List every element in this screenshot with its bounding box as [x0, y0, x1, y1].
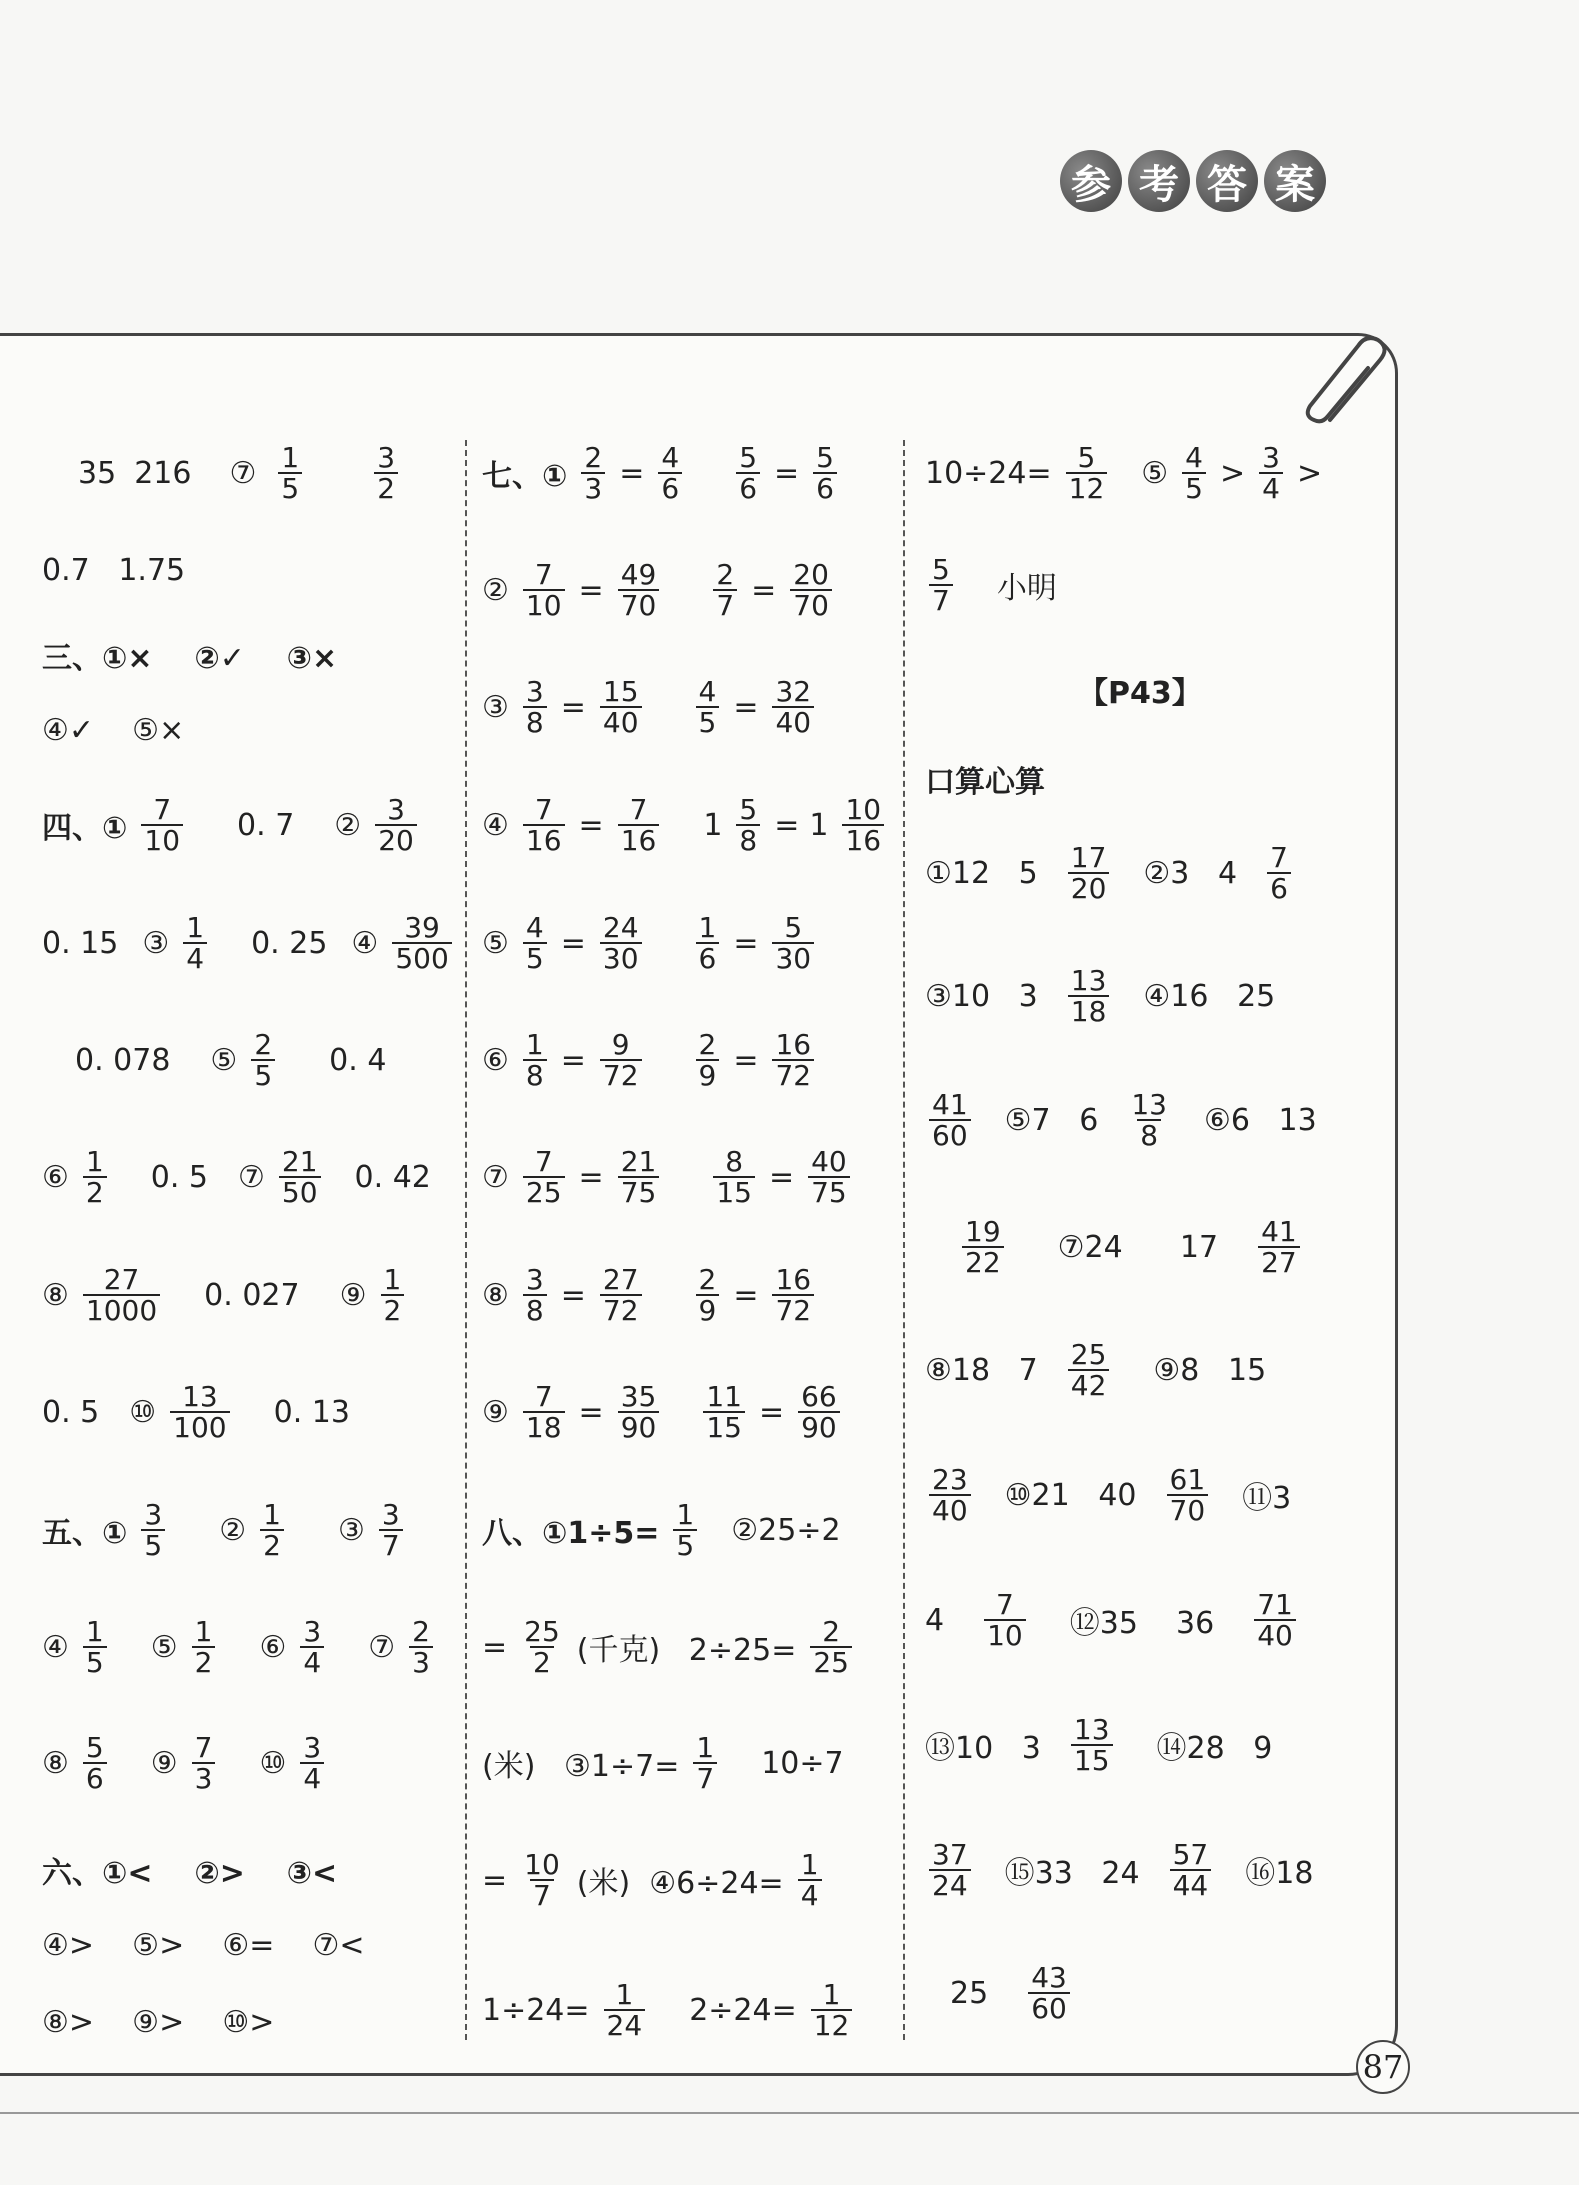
- equals-sign: =: [733, 925, 759, 961]
- equation-text: (米) ③1÷7=: [482, 1749, 680, 1785]
- fraction: $\frac{3}{2}$: [374, 443, 398, 504]
- fraction: $\frac{3}{4}$: [300, 1617, 324, 1678]
- fraction: $\frac{1}{8}$: [523, 1030, 547, 1091]
- item-number: ②: [219, 1512, 247, 1548]
- fraction: $\frac{41}{60}$: [929, 1090, 971, 1151]
- fraction: $\frac{4}{5}$: [696, 677, 720, 738]
- fraction: $\frac{27}{72}$: [600, 1265, 642, 1326]
- item-number: ④: [42, 1629, 69, 1665]
- answer-row: [42, 1733, 328, 1794]
- answer-text: 小明: [996, 571, 1057, 607]
- fraction: $\frac{43}{60}$: [1028, 1963, 1070, 2024]
- answer-value: 0. 13: [273, 1394, 350, 1430]
- fraction: $\frac{5}{6}$: [83, 1733, 107, 1794]
- fraction: $\frac{3}{5}$: [141, 1500, 165, 1561]
- fraction: $\frac{11}{15}$: [703, 1382, 745, 1443]
- answer-row: [42, 713, 184, 748]
- answer-text: ⑯18: [1245, 1856, 1314, 1892]
- fraction: $\frac{3}{4}$: [300, 1733, 324, 1794]
- item-number: 五、①: [42, 1516, 128, 1552]
- answer-row: [42, 553, 185, 588]
- whole-number: 1: [809, 807, 829, 843]
- equals-sign: =: [733, 689, 759, 725]
- item-number: ⑦: [229, 455, 257, 491]
- fraction: $\frac{7}{10}$: [523, 560, 565, 621]
- fraction: $\frac{1}{2}$: [260, 1500, 284, 1561]
- item-number: ⑤: [210, 1042, 238, 1078]
- fraction: $\frac{25}{2}$: [524, 1615, 560, 1680]
- fraction: $\frac{21}{75}$: [618, 1147, 660, 1208]
- equals-sign: =: [482, 1629, 508, 1665]
- answer-row: [482, 1733, 844, 1794]
- fraction: $\frac{4}{6}$: [658, 443, 682, 504]
- equals-sign: =: [751, 572, 777, 608]
- fraction: $\frac{35}{90}$: [618, 1382, 660, 1443]
- answer-row: [950, 1963, 1074, 2024]
- fraction: $\frac{1}{2}$: [381, 1265, 405, 1326]
- equals-sign: =: [482, 1862, 508, 1898]
- answer-row: [925, 966, 1275, 1027]
- item-number: ②: [334, 807, 362, 843]
- equals-sign: =: [774, 807, 800, 843]
- answer-text: ⑫35 36: [1069, 1606, 1215, 1642]
- fraction: $\frac{2}{3}$: [581, 443, 605, 504]
- item-number: ④: [351, 925, 379, 961]
- fraction: $\frac{7}{3}$: [192, 1733, 216, 1794]
- answer-text: ⑧> ⑨> ⑩>: [42, 2005, 275, 2040]
- item-number: ⑦: [368, 1629, 396, 1665]
- fraction: $\frac{1}{4}$: [183, 913, 207, 974]
- answer-value: 0. 078: [75, 1042, 171, 1078]
- answer-text: ⑨8 15: [1153, 1352, 1267, 1388]
- item-number: ⑥: [482, 1042, 509, 1078]
- fraction: $\frac{5}{6}$: [813, 443, 837, 504]
- answer-text: 25: [950, 1975, 989, 2011]
- answer-row: [482, 795, 888, 856]
- fraction: $\frac{16}{72}$: [772, 1030, 814, 1091]
- answer-text: 4: [925, 1602, 945, 1638]
- item-number: ⑨: [482, 1394, 509, 1430]
- answer-value: 0. 15: [42, 925, 119, 961]
- item-number: 四、①: [42, 811, 128, 847]
- fraction: $\frac{40}{75}$: [808, 1147, 850, 1208]
- answer-value: 35: [78, 455, 117, 491]
- item-number: ⑥: [259, 1629, 287, 1665]
- item-number: ⑨: [150, 1745, 178, 1781]
- fraction: $\frac{2}{7}$: [713, 560, 737, 621]
- fraction: $\frac{7}{10}$: [141, 795, 183, 856]
- equals-sign: =: [733, 1042, 759, 1078]
- fraction: $\frac{3}{20}$: [375, 795, 417, 856]
- page-number: 87: [1356, 2040, 1410, 2094]
- item-number: ⑦: [237, 1159, 265, 1195]
- answer-value: 0. 7: [237, 807, 295, 843]
- whole-number: 1: [703, 807, 723, 843]
- fraction: $\frac{71}{40}$: [1254, 1590, 1296, 1651]
- answer-text: 六、①< ②> ③<: [42, 1856, 338, 1891]
- answer-text: ④✓ ⑤×: [42, 713, 185, 748]
- title-badge: 考: [1128, 150, 1190, 212]
- equals-sign: =: [619, 455, 645, 491]
- fraction: $\frac{13}{18}$: [1068, 966, 1110, 1027]
- answer-text: ⑦24 17: [1057, 1229, 1219, 1265]
- equals-sign: =: [733, 1277, 759, 1313]
- fraction: $\frac{16}{72}$: [772, 1265, 814, 1326]
- fraction: $\frac{7}{16}$: [618, 795, 660, 856]
- answer-row: [482, 1500, 841, 1561]
- answer-key-title: [1060, 150, 1326, 212]
- item-number: ⑥: [42, 1159, 69, 1195]
- section-label: 【P43】: [1078, 676, 1202, 711]
- fraction: $\frac{25}{42}$: [1068, 1340, 1110, 1401]
- answer-value: 0. 4: [329, 1042, 387, 1078]
- fraction: $\frac{8}{15}$: [713, 1147, 755, 1208]
- answer-value: 0. 5: [42, 1394, 100, 1430]
- fraction: $\frac{13}{8}$: [1131, 1088, 1167, 1153]
- answer-row: [42, 1928, 365, 1963]
- fraction: $\frac{1}{4}$: [798, 1850, 822, 1911]
- fraction: $\frac{37}{24}$: [929, 1840, 971, 1901]
- answer-value: 216: [134, 455, 192, 491]
- subheading-label: 口算心算: [925, 765, 1045, 800]
- answer-row: [75, 1030, 386, 1091]
- equation-text: (千克) 2÷25=: [576, 1633, 797, 1669]
- answer-row: [925, 1465, 1291, 1526]
- fraction: $\frac{5}{12}$: [1066, 443, 1108, 504]
- column-divider: [903, 440, 905, 2040]
- fraction: $\frac{20}{70}$: [790, 560, 832, 621]
- item-number: ⑩: [129, 1394, 157, 1430]
- answer-row: [925, 1840, 1313, 1901]
- answer-row: [925, 1590, 1300, 1651]
- comparison-sign: >: [1296, 455, 1323, 491]
- item-number: ④: [482, 807, 509, 843]
- answer-text: ⑬10 3: [925, 1731, 1041, 1767]
- answer-text: ④16 25: [1143, 978, 1276, 1014]
- item-number: ③: [482, 689, 509, 725]
- equals-sign: =: [578, 1159, 604, 1195]
- fraction: $\frac{9}{72}$: [600, 1030, 642, 1091]
- title-badge: 答: [1196, 150, 1258, 212]
- answer-text: 三、①× ②✓ ③×: [42, 641, 338, 676]
- answer-text: ⑩21 40: [1004, 1477, 1137, 1513]
- fraction: $\frac{2}{3}$: [409, 1617, 433, 1678]
- bottom-rule: [0, 2112, 1579, 2114]
- equals-sign: =: [578, 572, 604, 608]
- item-number: ⑤: [150, 1629, 178, 1665]
- fraction: $\frac{57}{44}$: [1170, 1840, 1212, 1901]
- item-number: ③: [337, 1512, 365, 1548]
- fraction: $\frac{27}{1000}$: [83, 1265, 160, 1326]
- equation-text: 1÷24=: [482, 1992, 590, 2028]
- fraction: $\frac{66}{90}$: [798, 1382, 840, 1443]
- equation-text: 10÷7: [761, 1745, 844, 1781]
- fraction: $\frac{13}{15}$: [1071, 1715, 1113, 1776]
- fraction: $\frac{49}{70}$: [618, 560, 660, 621]
- answer-row: [925, 1340, 1266, 1401]
- item-number: ⑦: [482, 1159, 509, 1195]
- item-number: ⑨: [339, 1277, 367, 1313]
- answer-row: [925, 555, 1057, 616]
- equals-sign: =: [578, 807, 604, 843]
- fraction: $\frac{19}{22}$: [962, 1217, 1004, 1278]
- equals-sign: =: [560, 1277, 586, 1313]
- fraction: $\frac{7}{6}$: [1267, 843, 1291, 904]
- fraction: $\frac{1}{2}$: [83, 1147, 107, 1208]
- answer-text: 0.7 1.75: [42, 553, 186, 588]
- fraction: $\frac{4}{5}$: [1182, 443, 1206, 504]
- fraction: $\frac{1}{12}$: [811, 1980, 853, 2041]
- fraction: $\frac{2}{9}$: [696, 1265, 720, 1326]
- answer-text: ④> ⑤> ⑥= ⑦<: [42, 1928, 365, 1963]
- item-number: 七、①: [482, 459, 568, 495]
- answer-row: [42, 1265, 408, 1326]
- answer-row: [482, 560, 836, 621]
- fraction: $\frac{7}{10}$: [984, 1590, 1026, 1651]
- answer-row: [482, 1980, 856, 2041]
- fraction: $\frac{15}{40}$: [600, 677, 642, 738]
- answer-text: ⑧18 7: [925, 1352, 1038, 1388]
- fraction: $\frac{21}{50}$: [279, 1147, 321, 1208]
- subheading: [925, 757, 1045, 801]
- fraction: $\frac{10}{16}$: [842, 795, 884, 856]
- answer-row: [42, 1382, 350, 1443]
- answer-row: [42, 1500, 407, 1561]
- answer-text: ③10 3: [925, 978, 1038, 1014]
- fraction: $\frac{5}{30}$: [772, 913, 814, 974]
- equation-text: 八、①1÷5=: [482, 1516, 660, 1552]
- section-heading: [1078, 668, 1202, 712]
- answer-row: [482, 1617, 856, 1678]
- answer-value: 0. 42: [354, 1159, 431, 1195]
- answer-text: ⑭28 9: [1156, 1731, 1273, 1767]
- fraction: $\frac{1}{7}$: [693, 1733, 717, 1794]
- answer-value: 0. 5: [150, 1159, 208, 1195]
- answer-row: [482, 913, 818, 974]
- fraction: $\frac{23}{40}$: [929, 1465, 971, 1526]
- answer-row: [482, 443, 841, 504]
- fraction: $\frac{41}{27}$: [1258, 1217, 1300, 1278]
- fraction: $\frac{1}{5}$: [83, 1617, 107, 1678]
- answer-row: [482, 1850, 826, 1911]
- fraction: $\frac{5}{8}$: [736, 795, 760, 856]
- item-number: ⑩: [259, 1745, 287, 1781]
- answer-text: ⑤7 6: [1004, 1102, 1099, 1138]
- fraction: $\frac{3}{4}$: [1259, 443, 1283, 504]
- fraction: $\frac{24}{30}$: [600, 913, 642, 974]
- equation-text: 2÷24=: [689, 1992, 797, 2028]
- fraction: $\frac{3}{7}$: [379, 1500, 403, 1561]
- answer-text: ②3 4: [1143, 855, 1238, 891]
- item-number: ⑤: [482, 925, 509, 961]
- answer-text: ⑪3: [1242, 1481, 1292, 1517]
- answer-text: ⑮33 24: [1004, 1856, 1140, 1892]
- answer-row: [42, 2005, 274, 2040]
- item-number: ⑧: [42, 1745, 69, 1781]
- answer-value: 0. 027: [204, 1277, 300, 1313]
- item-number: ③: [142, 925, 170, 961]
- answer-row: [482, 1382, 844, 1443]
- equals-sign: =: [758, 1394, 785, 1430]
- answer-row: [482, 1265, 818, 1326]
- item-number: ⑧: [42, 1277, 69, 1313]
- answer-text: ⑥6 13: [1203, 1102, 1317, 1138]
- fraction: $\frac{2}{5}$: [251, 1030, 275, 1091]
- answer-row: [42, 913, 456, 974]
- equals-sign: =: [560, 925, 586, 961]
- equals-sign: =: [578, 1394, 604, 1430]
- equation-text: ②25÷2: [731, 1512, 841, 1548]
- equals-sign: =: [560, 1042, 586, 1078]
- column-divider: [465, 440, 467, 2040]
- answer-row: [958, 1217, 1304, 1278]
- fraction: $\frac{7}{25}$: [523, 1147, 565, 1208]
- title-badge: 参: [1060, 150, 1122, 212]
- answer-value: 0. 25: [251, 925, 328, 961]
- answer-row: [42, 633, 337, 677]
- item-number: ②: [482, 572, 509, 608]
- fraction: $\frac{4}{5}$: [523, 913, 547, 974]
- fraction: $\frac{2}{25}$: [810, 1617, 852, 1678]
- equals-sign: =: [560, 689, 586, 725]
- comparison-sign: >: [1220, 455, 1246, 491]
- answer-row: [42, 1147, 431, 1208]
- fraction: $\frac{2}{9}$: [696, 1030, 720, 1091]
- answer-row: [482, 1147, 854, 1208]
- answer-row: [925, 1715, 1272, 1776]
- paperclip-icon: [1290, 330, 1400, 440]
- answer-row: [925, 443, 1322, 504]
- answer-row: [482, 677, 818, 738]
- equation-text: 10÷24=: [925, 455, 1052, 491]
- equals-sign: =: [774, 455, 800, 491]
- fraction: $\frac{32}{40}$: [772, 677, 814, 738]
- fraction: $\frac{3}{8}$: [523, 677, 547, 738]
- fraction: $\frac{1}{5}$: [278, 443, 302, 504]
- equation-text: (米) ④6÷24=: [576, 1866, 784, 1902]
- answer-row: [925, 843, 1295, 904]
- answer-text: ①12 5: [925, 855, 1038, 891]
- item-number: ⑤: [1141, 455, 1169, 491]
- fraction: $\frac{1}{5}$: [673, 1500, 697, 1561]
- fraction: $\frac{1}{2}$: [192, 1617, 216, 1678]
- answer-row: [42, 795, 421, 856]
- answer-row: [42, 1848, 337, 1892]
- fraction: $\frac{1}{24}$: [604, 1980, 646, 2041]
- fraction: $\frac{7}{18}$: [523, 1382, 565, 1443]
- equals-sign: =: [768, 1159, 795, 1195]
- answer-row: [78, 443, 402, 504]
- fraction: $\frac{3}{8}$: [523, 1265, 547, 1326]
- fraction: $\frac{10}{7}$: [524, 1848, 560, 1913]
- answer-row: [925, 1090, 1317, 1151]
- fraction: $\frac{1}{6}$: [696, 913, 720, 974]
- title-badge: 案: [1264, 150, 1326, 212]
- fraction: $\frac{5}{7}$: [929, 555, 953, 616]
- fraction: $\frac{7}{16}$: [523, 795, 565, 856]
- fraction: $\frac{17}{20}$: [1068, 843, 1110, 904]
- fraction: $\frac{5}{6}$: [736, 443, 760, 504]
- answer-row: [42, 1617, 437, 1678]
- fraction: $\frac{61}{70}$: [1167, 1465, 1209, 1526]
- item-number: ⑧: [482, 1277, 509, 1313]
- fraction: $\frac{39}{500}$: [392, 913, 451, 974]
- answer-row: [482, 1030, 818, 1091]
- fraction: $\frac{13}{100}$: [170, 1382, 229, 1443]
